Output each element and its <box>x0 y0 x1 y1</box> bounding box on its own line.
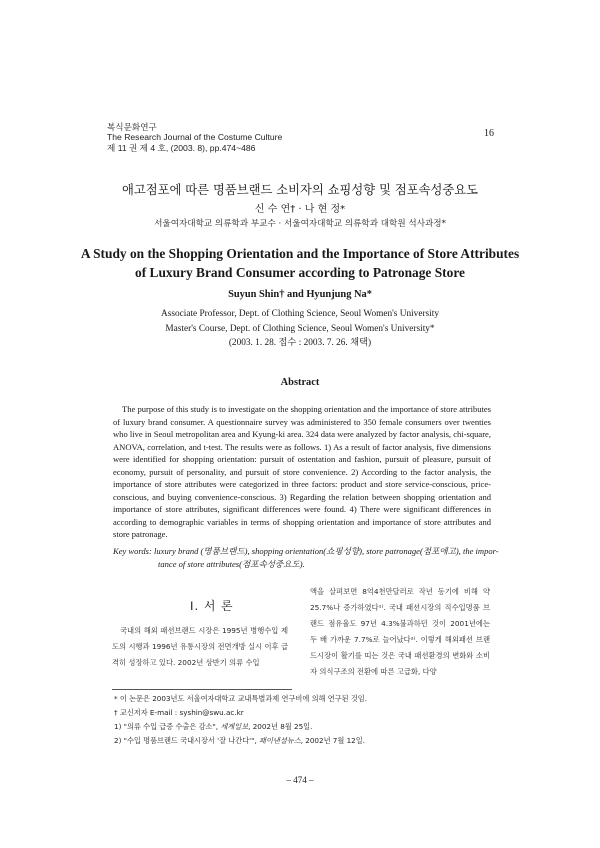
page-number-bottom: – 474 – <box>286 775 314 785</box>
footnote-2: 2) "수입 명품브랜드 국내시장서 '잘 나간다'", 패이낸셜뉴스, 2002년 7월 12일. <box>114 736 365 745</box>
received-accepted-dates: (2003. 1. 28. 접수 : 2003. 7. 26. 채택) <box>228 338 372 349</box>
body-right-column: 액을 살펴보면 8억4천만달러로 작년 동기에 비해 약 25.7%나 증가하였다¹⁾. 국내 패션시장의 직수입명품 브랜드 점유율도 97년 4.3%불과하던 것이 2001년에는 두 배 가까운 7.7%로 늘어났다²⁾. 이렇게 해외패션 브랜드시장이 활기를 띠는 것은 국내 패션환경의 변화와 소비자 의식구조의 전환에 따른 고급화, 다양 <box>310 587 490 676</box>
english-affiliation <box>0 307 600 351</box>
keywords-label: Key words: <box>113 546 152 556</box>
footnote-1: 1) "의류 수입 급증 수출은 감소", 세계일보, 2002년 8월 25일. <box>114 722 313 731</box>
footnote-corresponding-author: † 교신저자 E-mail : syshin@swu.ac.kr <box>114 708 244 717</box>
english-title-line-2: of Luxury Brand Consumer according to Patronage Store <box>135 265 465 280</box>
footnotes <box>114 692 367 748</box>
journal-name-english: The Research Journal of the Costume Culture <box>107 132 283 143</box>
keywords <box>113 545 503 571</box>
footnote-funding: * 이 논문은 2003년도 서울여자대학교 교내특별과제 연구비에 의해 연구된 것임. <box>114 694 368 703</box>
keywords-line-1: luxury brand (명품브랜드), shopping orientation(쇼핑성향), store patronage(점포애고), the impor- <box>154 546 499 556</box>
korean-affiliation: 서울여자대학교 의류학과 부교수 · 서울여자대학교 의류학과 대학원 석사과정* <box>154 219 446 229</box>
body-left-column: 국내의 해외 패션브랜드 시장은 1995년 병행수입 제도의 시행과 1996년 유통시장의 전면개방 실시 이후 급격히 성장하고 있다. 2002년 상반기 의류 수입 <box>112 626 288 667</box>
affiliation-line-2: Master's Course, Dept. of Clothing Science, Seoul Women's University* <box>165 323 435 334</box>
abstract-heading: Abstract <box>280 377 320 388</box>
korean-authors: 신 수 연† · 나 현 정* <box>254 204 346 215</box>
section-title-introduction: I. 서 론 <box>190 599 234 613</box>
page-number-top: 16 <box>484 128 494 139</box>
journal-header <box>107 122 282 153</box>
keywords-line-2: tance of store attributes(점포속성중요도). <box>158 559 305 569</box>
english-title <box>0 244 600 282</box>
abstract-body: The purpose of this study is to investigate on the shopping orientation and the importance of store attributes of luxury brand consumer. A questionnaire survey was administered to 350 female consumers over twenties who live in Seoul metropolitan area and Kyung-ki area. 324 data were analyzed by factor analysis, chi-square, ANOVA, correlation, and t-test. The results were as follows. 1) As a result of factor analysis, five dimensions were identified for shopping orientation: pursuit of ostentation and fashion, pursuit of pleasure, pursuit of economy, pursuit of personality, and pursuit of store convenience. 2) According to the factor analysis, the importance of store attributes were categorized in three factors: product and store service-conscious, price-conscious, and buying convenience-conscious. 3) Regarding the relation between shopping orientation and importance of store attributes, significant differences were found. 4) There were significant differences in according to demographic variables in terms of shopping orientation and importance of store attributes and store patronage. <box>113 404 491 540</box>
footnote-divider <box>112 689 292 690</box>
journal-volume-issue: 제 11 권 제 4 호, (2003. 8), pp.474~486 <box>107 142 256 153</box>
affiliation-line-1: Associate Professor, Dept. of Clothing Science, Seoul Women's University <box>161 309 439 319</box>
english-authors: Suyun Shin† and Hyunjung Na* <box>228 289 372 300</box>
english-title-line-1: A Study on the Shopping Orientation and the Importance of Store Attributes <box>80 246 520 261</box>
korean-title: 애고점포에 따른 명품브랜드 소비자의 쇼핑성향 및 점포속성중요도 <box>121 183 479 197</box>
journal-name-korean: 복식문화연구 <box>107 122 157 132</box>
